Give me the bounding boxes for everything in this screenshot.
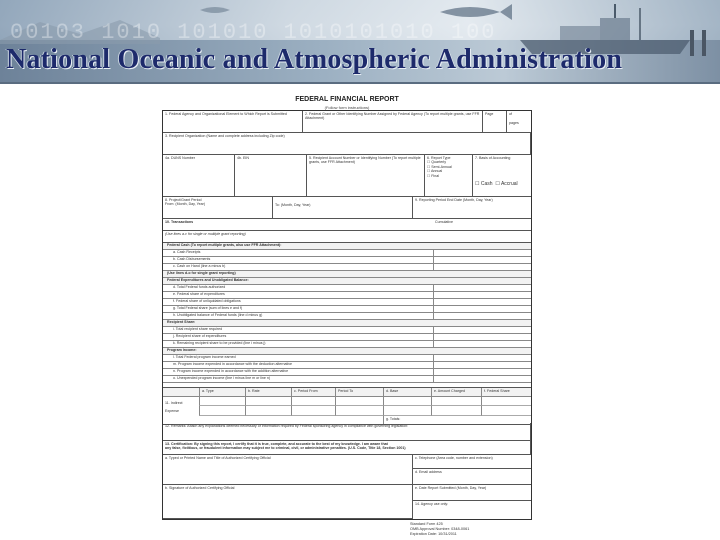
email-field[interactable]: d. Email address: [413, 469, 531, 485]
header-banner: [0, 0, 720, 84]
transaction-row[interactable]: [163, 376, 531, 383]
cumulative-amount-cell[interactable]: [433, 264, 531, 270]
indirect-cell[interactable]: [431, 396, 481, 406]
report-type-annual[interactable]: ☐ Annual: [427, 169, 443, 174]
indirect-cell[interactable]: [383, 406, 431, 416]
transaction-row[interactable]: [163, 264, 531, 271]
period-to-field[interactable]: To: (Month, Day, Year): [273, 197, 413, 219]
report-type-quarterly[interactable]: ☐ Quarterly: [427, 160, 447, 165]
indirect-col-header: d. Base: [383, 388, 431, 396]
indirect-cell[interactable]: [383, 396, 431, 406]
section-header: [163, 271, 531, 278]
expense-label: Expense: [165, 409, 179, 413]
ein-field[interactable]: 4b. EIN: [235, 155, 307, 197]
indirect-col-header: Period To: [335, 388, 383, 396]
transaction-row[interactable]: [163, 292, 531, 299]
cumulative-amount-cell[interactable]: [433, 306, 531, 312]
of-text: of: [509, 112, 512, 116]
signature-field[interactable]: b. Signature of Authorized Certifying Official: [163, 485, 413, 519]
of-label: [507, 111, 531, 133]
duns-field[interactable]: 4a. DUNS Number: [163, 155, 235, 197]
cumulative-amount-cell[interactable]: [433, 369, 531, 375]
report-type-semiannual[interactable]: ☐ Semi-Annual: [427, 164, 452, 169]
indirect-cell[interactable]: [245, 396, 291, 406]
indirect-col-header: b. Rate: [245, 388, 291, 396]
indirect-col-header: f. Federal Share: [481, 388, 531, 396]
indirect-cell[interactable]: [199, 406, 245, 416]
transaction-row[interactable]: [163, 362, 531, 369]
indirect-col-header: e. Amount Charged: [431, 388, 481, 396]
cumulative-amount-cell[interactable]: [433, 299, 531, 305]
row-label: i. Total recipient share required: [173, 327, 223, 331]
remarks-field[interactable]: 12. Remarks: Attach any explanations deemed necessary or information required by Federal sponsoring agency in compliance with governing legislation:: [163, 423, 531, 441]
transaction-row[interactable]: [163, 341, 531, 348]
basis-options: [475, 182, 529, 186]
transaction-row[interactable]: [163, 313, 531, 320]
indirect-cell[interactable]: [245, 406, 291, 416]
banner-divider: [0, 82, 720, 84]
transaction-row[interactable]: [163, 334, 531, 341]
official-name-field[interactable]: a. Typed or Printed Name and Title of Authorized Certifying Official: [163, 455, 413, 485]
report-type-final[interactable]: ☐ Final: [427, 173, 440, 178]
cumulative-amount-cell[interactable]: [433, 355, 531, 361]
transactions-header: [163, 219, 531, 231]
page-label: Page: [483, 111, 507, 133]
cumulative-amount-cell[interactable]: [433, 257, 531, 263]
transaction-row[interactable]: [163, 299, 531, 306]
row-label: Federal Cash (To report multiple grants, also use FFR Attachment):: [167, 243, 282, 247]
row-label: Program Income:: [167, 348, 197, 352]
indirect-cell[interactable]: [291, 396, 335, 406]
recipient-organization-field[interactable]: 3. Recipient Organization (Name and complete address including Zip code): [163, 133, 531, 155]
cumulative-amount-cell[interactable]: [433, 341, 531, 347]
indirect-expense-table: [163, 387, 531, 425]
row-label: m. Program income expended in accordance with the deduction alternative: [173, 362, 293, 366]
row-label: c. Cash on Hand (line a minus b): [173, 264, 226, 268]
transaction-row[interactable]: [163, 306, 531, 313]
pages-text: pages: [509, 120, 519, 125]
indirect-col-header: c. Period From: [291, 388, 335, 396]
transaction-row[interactable]: [163, 327, 531, 334]
transaction-row[interactable]: [163, 355, 531, 362]
section-header: [163, 243, 531, 250]
reporting-end-date-field[interactable]: 9. Reporting Period End Date (Month, Day, Year): [413, 197, 531, 219]
row-label: a. Cash Receipts: [173, 250, 201, 254]
row-label: e. Federal share of expenditures: [173, 292, 225, 296]
form-subtitle: (Follow form instructions): [324, 105, 370, 110]
indirect-cell[interactable]: [199, 396, 245, 406]
row-label: Federal Expenditures and Unobligated Balance:: [167, 278, 249, 282]
row-label: l. Total Federal program income earned: [173, 355, 236, 359]
banner-watermark: 00103 1010 101010 1010101010 100: [10, 20, 497, 45]
certification-line1: 13. Certification: By signing this report, I certify that it is true, complete, and accurate to the best of my knowledge. I am aware that: [165, 442, 388, 446]
accrual-checkbox[interactable]: ☐ Accrual: [495, 181, 518, 188]
indirect-cell[interactable]: [431, 406, 481, 416]
transactions-label: 10. Transactions: [165, 220, 194, 224]
final-label: Final: [431, 173, 440, 178]
cumulative-amount-cell[interactable]: [433, 285, 531, 291]
row-label: g. Total Federal share (sum of lines e and f): [173, 306, 243, 310]
transaction-rows: [163, 243, 531, 383]
row-label: f. Federal share of unliquidated obligations: [173, 299, 241, 303]
form-number: Standard Form 425: [410, 522, 443, 526]
row-label: Recipient Share:: [167, 320, 196, 324]
indirect-label: 11. Indirect: [165, 401, 183, 405]
annual-label: Annual: [431, 169, 443, 174]
indirect-cell[interactable]: [335, 406, 383, 416]
grant-id-field[interactable]: 2. Federal Grant or Other Identifying Number Assigned by Federal Agency (To report multiple grants, use FFR Attachment): [303, 111, 483, 133]
agency-field[interactable]: 1. Federal Agency and Organizational Element to Which Report is Submitted: [163, 111, 303, 133]
report-type-group: [425, 155, 473, 197]
indirect-cell[interactable]: [291, 406, 335, 416]
section-header: [163, 320, 531, 327]
row-label: b. Cash Disbursements: [173, 257, 211, 261]
indirect-col-header: a. Type: [199, 388, 245, 396]
expiration-date: Expiration Date: 10/31/2011: [410, 532, 457, 536]
semiannual-label: Semi-Annual: [431, 164, 452, 169]
row-label: j. Recipient share of expenditures: [173, 334, 227, 338]
section-header: [163, 278, 531, 285]
cumulative-amount-cell[interactable]: [433, 327, 531, 333]
agency-use-field: 14. Agency use only:: [415, 502, 449, 506]
date-submitted-field[interactable]: e. Date Report Submitted (Month, Day, Year): [413, 485, 531, 501]
omb-number: OMB Approval Number: 0348-0061: [410, 527, 470, 531]
banner-title: National Oceanic and Atmospheric Administration: [6, 44, 623, 75]
form-grid: [162, 110, 532, 520]
federal-financial-report-form: [162, 96, 532, 536]
period-label: 8. Project/Grant Period: [165, 198, 202, 202]
cumulative-amount-cell[interactable]: [433, 292, 531, 298]
cumulative-amount-cell[interactable]: [433, 250, 531, 256]
cumulative-amount-cell[interactable]: [433, 376, 531, 382]
row-label: k. Remaining recipient share to be provided (line i minus j): [173, 341, 266, 345]
form-footer: [410, 522, 469, 537]
section-header: [163, 348, 531, 355]
report-type-label: 6. Report Type: [427, 156, 451, 160]
cash-checkbox[interactable]: ☐ Cash: [475, 181, 493, 188]
quarterly-label: Quarterly: [431, 160, 447, 165]
single-multiple-note: (Use lines a-c for single or multiple grant reporting): [163, 231, 531, 243]
cumulative-amount-cell[interactable]: [433, 362, 531, 368]
row-label: d. Total Federal funds authorized: [173, 285, 226, 289]
row-label: o. Unexpended program income (line l minus line m or line n): [173, 376, 271, 380]
cumulative-amount-cell[interactable]: [433, 334, 531, 340]
form-title: FEDERAL FINANCIAL REPORT: [295, 96, 399, 103]
basis-accounting-group: [473, 155, 531, 197]
row-label: h. Unobligated balance of Federal funds (line d minus g): [173, 313, 263, 317]
transaction-row[interactable]: [163, 257, 531, 264]
cumulative-label: Cumulative: [435, 220, 453, 224]
indirect-totals-label: g. Totals:: [383, 416, 431, 424]
row-label: (Use lines d-o for single grant reporting): [167, 271, 236, 275]
period-from-label: From: (Month, Day, Year): [165, 202, 206, 207]
indirect-cell[interactable]: [481, 406, 531, 416]
basis-label: 7. Basis of Accounting: [475, 156, 511, 160]
cumulative-amount-cell[interactable]: [433, 313, 531, 319]
transaction-row[interactable]: [163, 285, 531, 292]
indirect-cell[interactable]: [481, 396, 531, 406]
cash-label: Cash: [480, 181, 493, 188]
period-from-field[interactable]: [163, 197, 273, 219]
certification-text: [163, 441, 531, 455]
indirect-cell[interactable]: [335, 396, 383, 406]
transaction-row[interactable]: [163, 369, 531, 376]
transaction-row[interactable]: [163, 250, 531, 257]
row-label: n. Program income expended in accordance with the addition alternative: [173, 369, 289, 373]
accrual-label: Accrual: [500, 181, 518, 188]
account-number-field[interactable]: 5. Recipient Account Number or Identifying Number (To report multiple grants, use FFR Attachment): [307, 155, 425, 197]
certification-line2: any false, fictitious, or fraudulent information may subject me to criminal, civil, or administrative penalties. (U.S. Code, Title 18, Section 1001): [165, 446, 406, 451]
telephone-field[interactable]: c. Telephone (Area code, number and extension): [413, 455, 531, 469]
